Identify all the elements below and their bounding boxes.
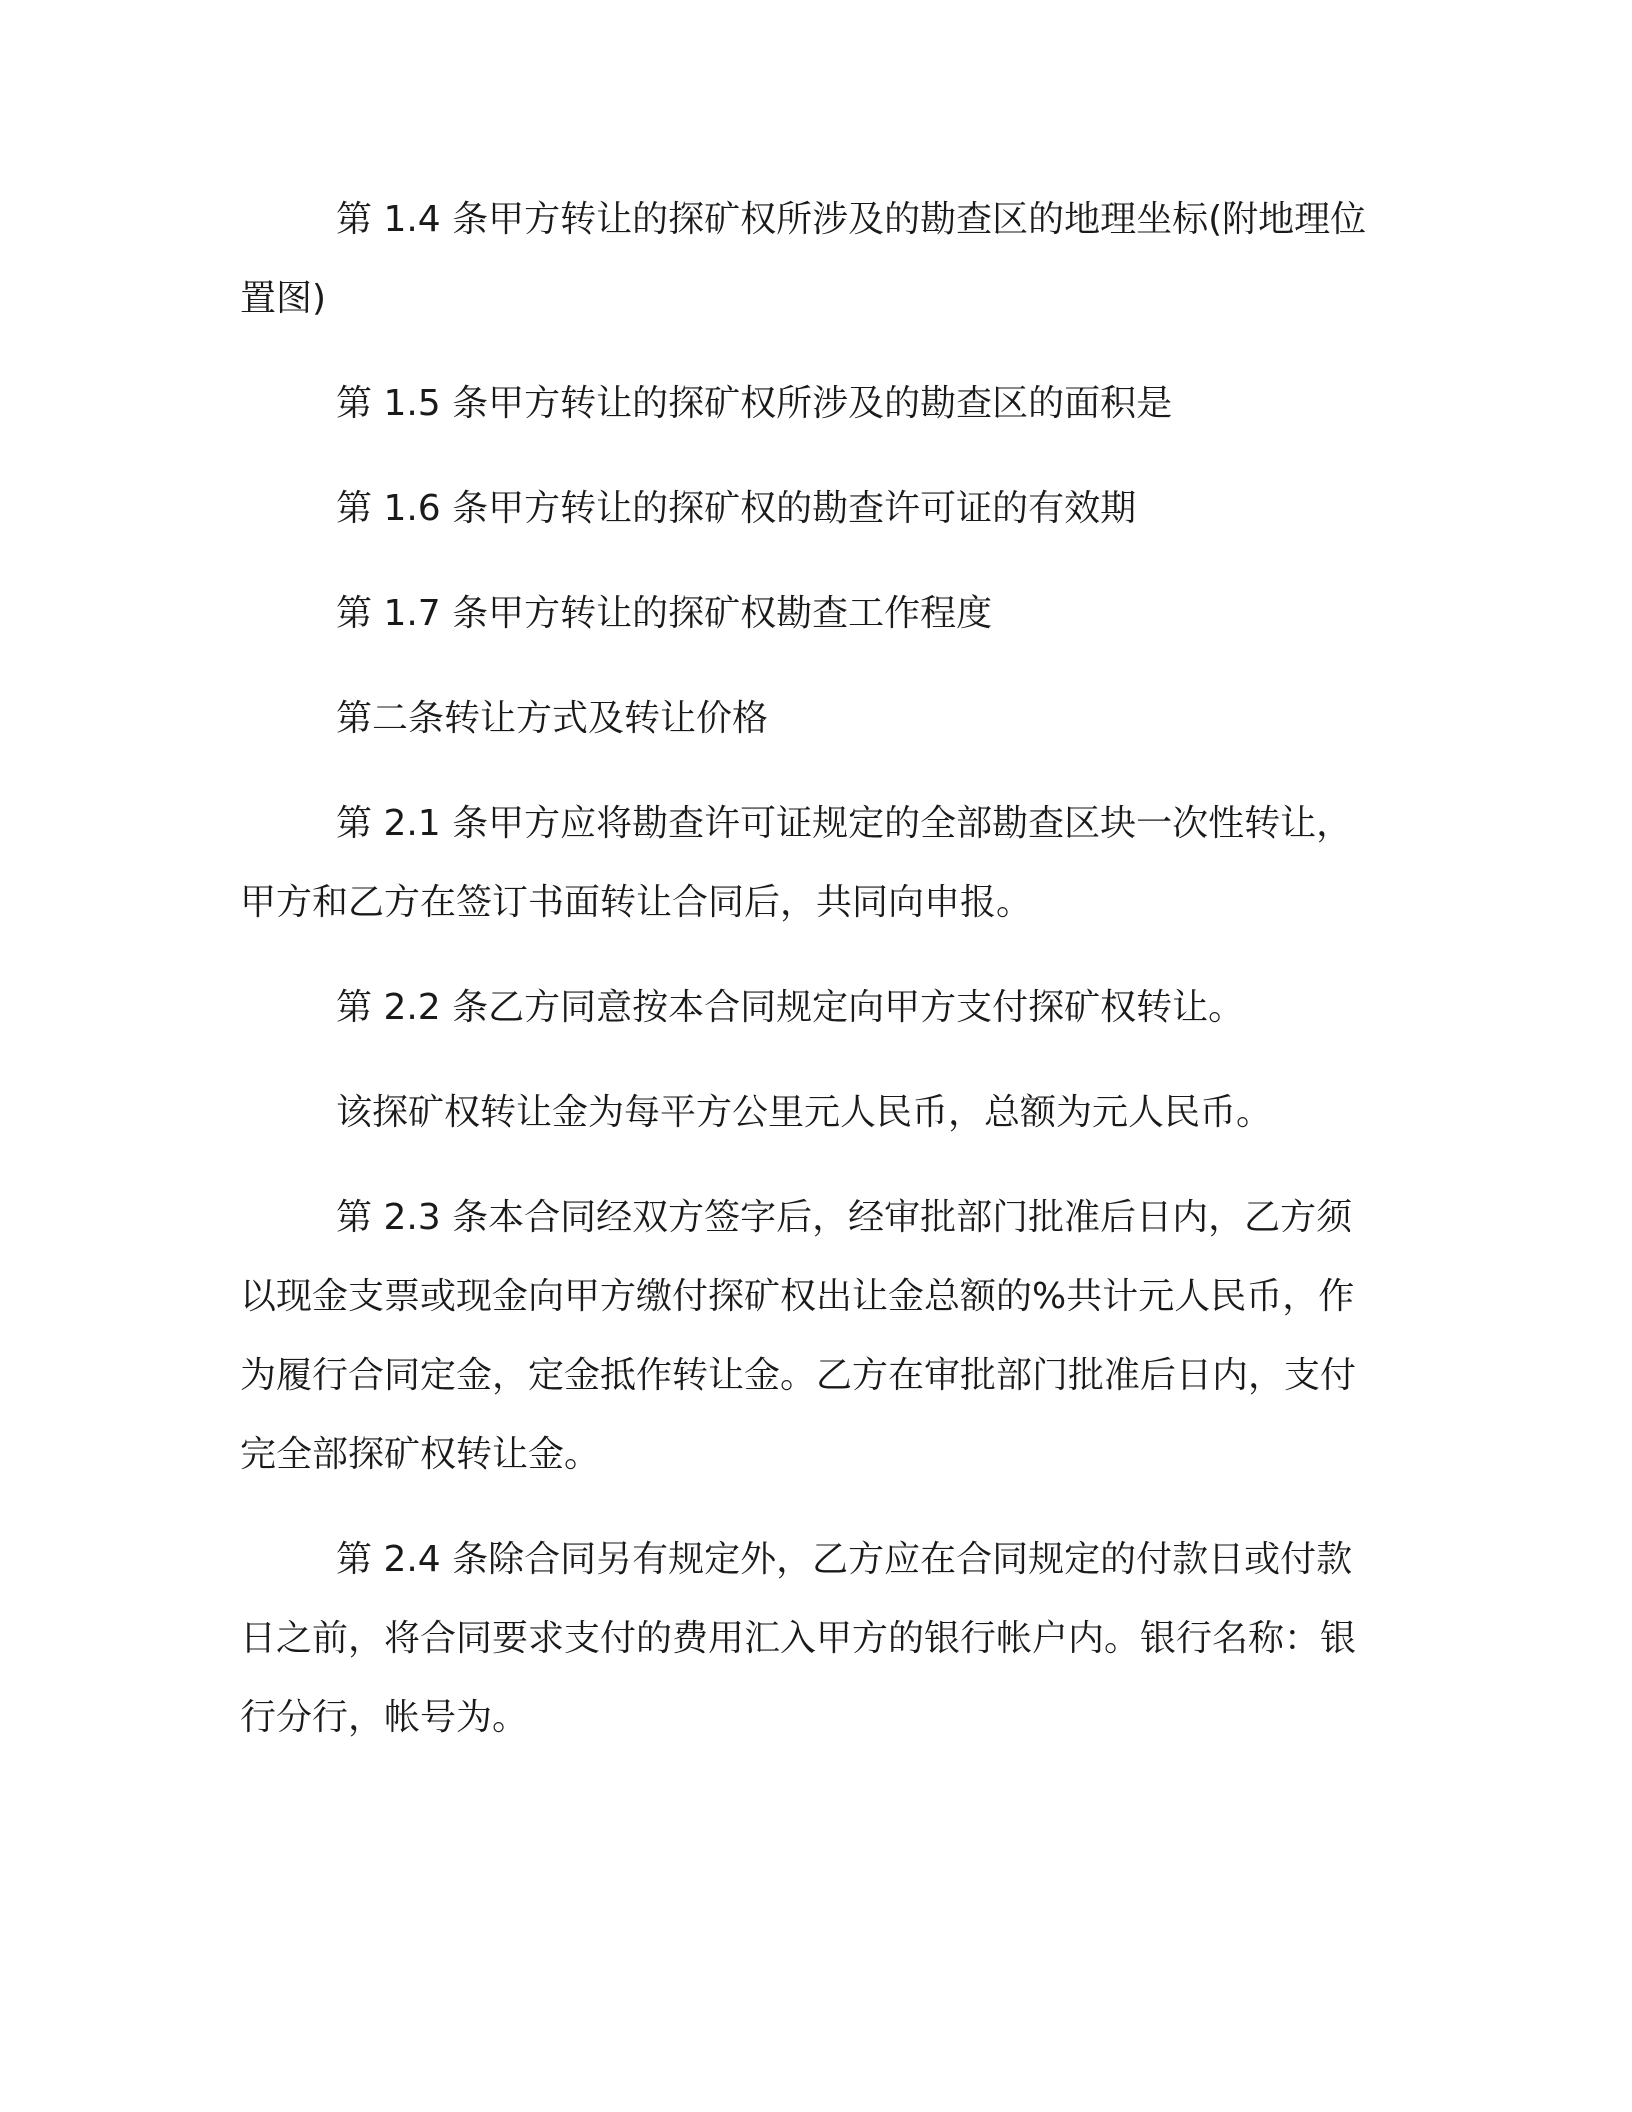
clause-2-2: 第 2.2 条乙方同意按本合同规定向甲方支付探矿权转让。 <box>336 987 1245 1028</box>
clause-1-4: 第 1.4 条甲方转让的探矿权所涉及的勘查区的地理坐标(附地理位置图) <box>240 199 1367 319</box>
clause-2-1: 第 2.1 条甲方应将勘查许可证规定的全部勘查区块一次性转让，甲方和乙方在签订书面转让合同后，共同向申报。 <box>240 803 1353 923</box>
clause-1-5: 第 1.5 条甲方转让的探矿权所涉及的勘查区的面积是 <box>336 383 1173 424</box>
clause-1-7: 第 1.7 条甲方转让的探矿权勘查工作程度 <box>336 593 993 634</box>
clause-2-2-amount: 该探矿权转让金为每平方公里元人民币，总额为元人民币。 <box>336 1092 1273 1133</box>
clause-2-4: 第 2.4 条除合同另有规定外，乙方应在合同规定的付款日或付款日之前，将合同要求支付的费用汇入甲方的银行帐户内。银行名称：银行分行，帐号为。 <box>240 1539 1357 1738</box>
section-2-heading: 第二条转让方式及转让价格 <box>336 698 769 739</box>
clause-1-6: 第 1.6 条甲方转让的探矿权的勘查许可证的有效期 <box>336 488 1137 529</box>
clause-2-3: 第 2.3 条本合同经双方签字后，经审批部门批准后日内，乙方须以现金支票或现金向甲方缴付探矿权出让金总额的%共计元人民币，作为履行合同定金，定金抵作转让金。乙方在审批部门批准后日内，支付完全部探矿权转让金。 <box>240 1197 1357 1475</box>
document-body <box>240 180 1370 1783</box>
